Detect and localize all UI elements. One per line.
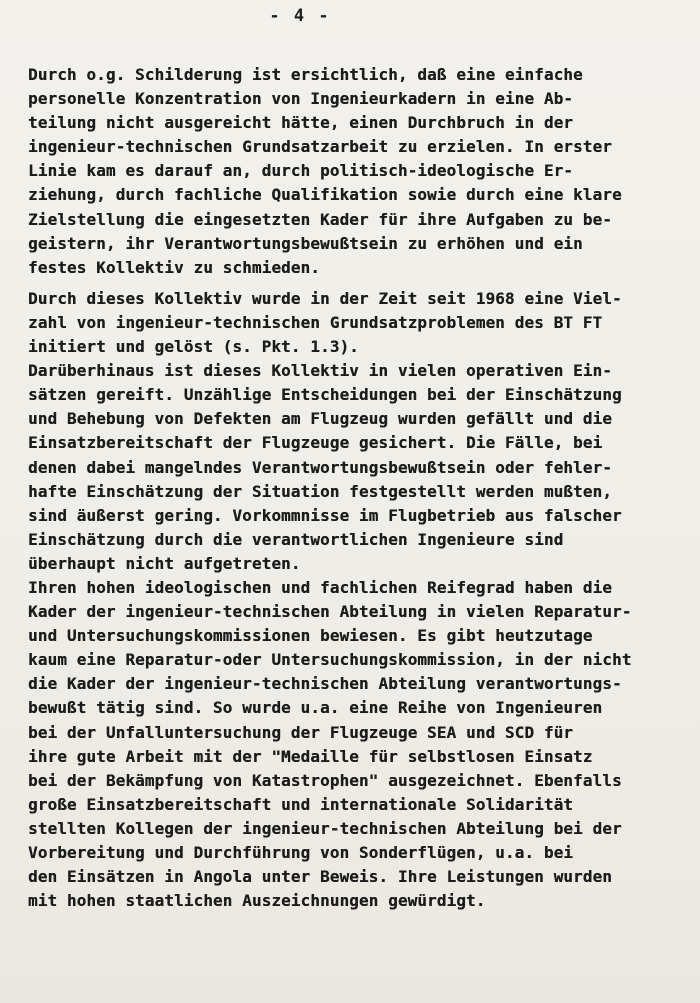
text-line: sind äußerst gering. Vorkommnisse im Flugbetrieb aus falscher [28,505,622,525]
text-line: personelle Konzentration von Ingenieurkadern in eine Ab- [28,89,574,109]
text-line: und Untersuchungskommissionen bewiesen. Es gibt heutzutage [28,626,593,646]
text-line: Einsatzbereitschaft der Flugzeuge gesichert. Die Fälle, bei [28,433,603,453]
text-line: geistern, ihr Verantwortungsbewußtsein zu erhöhen und ein [28,233,583,253]
text-line: bewußt tätig sind. So wurde u.a. eine Reihe von Ingenieuren [28,698,603,718]
text-line: ingenieur-technischen Grundsatzarbeit zu erzielen. In erster [28,137,612,157]
text-line: initiert und gelöst (s. Pkt. 1.3). [28,337,359,357]
text-line: Ihren hohen ideologischen und fachlichen Reifegrad haben die [28,577,612,597]
text-line: ihre gute Arbeit mit der "Medaille für selbstlosen Einsatz [28,746,593,766]
paragraph-1 [28,63,688,280]
text-line: und Behebung von Defekten am Flugzeug wurden gefällt und die [28,409,612,429]
text-line: sätzen gereift. Unzählige Entscheidungen bei der Einschätzung [28,385,622,405]
page-number: - 4 - [269,6,331,26]
text-line: denen dabei mangelndes Verantwortungsbewußtsein oder fehler- [28,457,612,477]
text-line: zahl von ingenieur-technischen Grundsatzproblemen des BT FT [28,312,603,332]
text-line: die Kader der ingenieur-technischen Abteilung verantwortungs- [28,674,622,694]
paragraph-2 [28,287,688,913]
text-line: Linie kam es darauf an, durch politisch-ideologische Er- [28,161,574,181]
text-line: Einschätzung durch die verantwortlichen Ingenieure sind [28,529,564,549]
text-line: bei der Unfalluntersuchung der Flugzeuge SEA und SCD für [28,722,574,742]
text-line: Vorbereitung und Durchführung von Sonderflügen, u.a. bei [28,843,574,862]
text-line: überhaupt nicht aufgetreten. [28,553,301,573]
text-line: den Einsätzen in Angola unter Beweis. Ihre Leistungen wurden [28,867,612,887]
text-line: Darüberhinaus ist dieses Kollektiv in vielen operativen Ein- [28,361,612,381]
document-body [28,63,688,913]
text-line: festes Kollektiv zu schmieden. [28,257,320,277]
text-line: Durch dieses Kollektiv wurde in der Zeit seit 1968 eine Viel- [28,288,622,308]
text-line: kaum eine Reparatur-oder Untersuchungskommission, in der nicht [28,650,632,670]
text-line: stellten Kollegen der ingenieur-technischen Abteilung bei der [28,818,622,838]
text-line: ziehung, durch fachliche Qualifikation sowie durch eine klare [28,185,622,205]
text-line: Zielstellung die eingesetzten Kader für ihre Aufgaben zu be- [28,209,612,229]
text-line: große Einsatzbereitschaft und internationale Solidarität [28,794,574,814]
text-line: teilung nicht ausgereicht hätte, einen Durchbruch in der [28,113,574,133]
text-line: Durch o.g. Schilderung ist ersichtlich, daß eine einfache [28,65,583,84]
text-line: bei der Bekämpfung von Katastrophen" ausgezeichnet. Ebenfalls [28,770,622,790]
text-line: mit hohen staatlichen Auszeichnungen gewürdigt. [28,891,486,911]
text-line: Kader der ingenieur-technischen Abteilung in vielen Reparatur- [28,602,632,622]
text-line: hafte Einschätzung der Situation festgestellt werden mußten, [28,481,612,501]
